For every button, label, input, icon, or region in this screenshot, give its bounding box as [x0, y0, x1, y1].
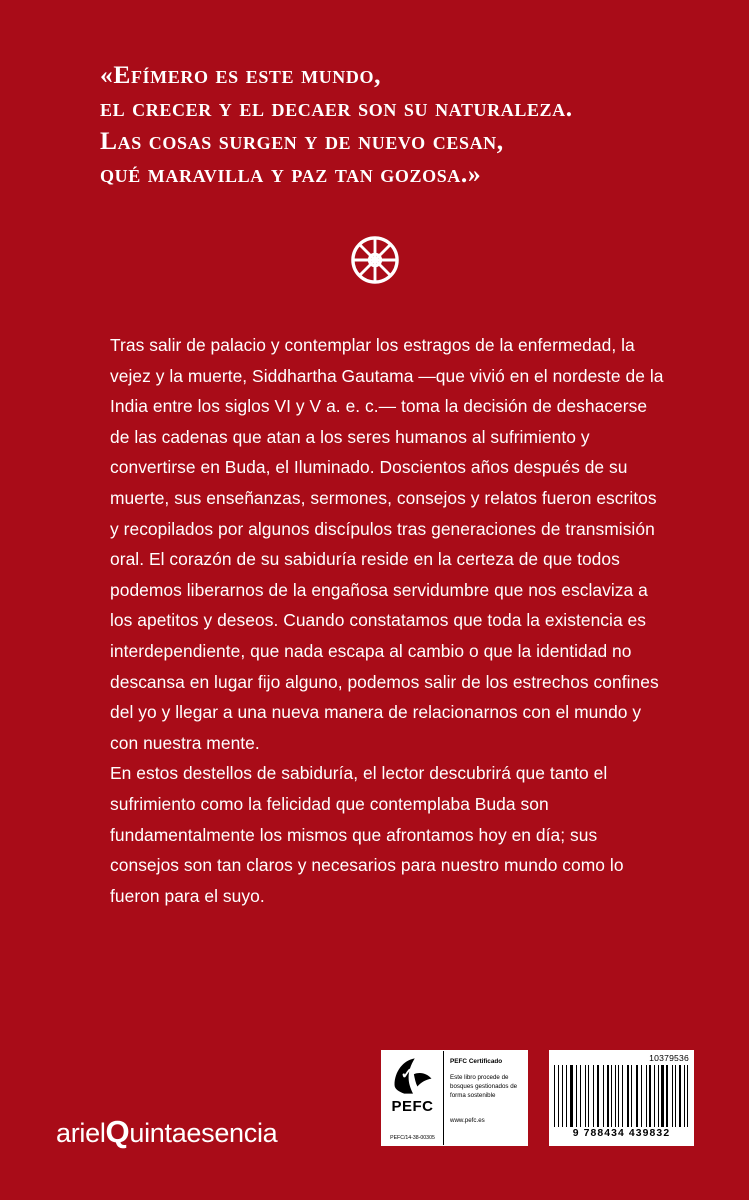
svg-text:✓: ✓	[400, 1065, 413, 1083]
publisher-name-q: Q	[105, 1114, 130, 1149]
pefc-code: PEFC/14-38-00305	[390, 1135, 435, 1141]
isbn-digits: 9 788434 439832	[572, 1128, 671, 1139]
barcode-block	[549, 1050, 694, 1146]
ornament-container	[0, 236, 749, 289]
pefc-certification-block	[381, 1050, 528, 1146]
publisher-name-quintaesencia: uintaesencia	[129, 1118, 278, 1148]
publisher-name-ariel: ariel	[56, 1118, 106, 1148]
quote-line: el crecer y el decaer son su naturaleza.	[100, 93, 573, 122]
pefc-tree-check-icon	[391, 1054, 435, 1098]
blurb-paragraph: En estos destellos de sabiduría, el lector descubrirá que tanto el sufrimiento como la felicidad que contemplaba Buda son fundamentalmente los mismos que afrontamos hoy en día; sus consejos son tan claros y necesarios para nuestro mundo como lo fueron para el suyo.	[110, 763, 624, 906]
pefc-logo	[382, 1051, 444, 1145]
pefc-title: PEFC Certificado	[450, 1058, 503, 1065]
blurb-paragraph: Tras salir de palacio y contemplar los estragos de la enfermedad, la vejez y la muerte, Siddhartha Gautama —que vivió en el nordeste de la India entre los siglos VI y V a. e. c.— toma la decisión de deshacerse de las cadenas que atan a los seres humanos al sufrimiento y convertirse en Buda, el Iluminado. Doscientos años después de su muerte, sus enseñanzas, sermones, consejos y relatos fueron escritos y recopilados por algunos discípulos tras generaciones de transmisión oral. El corazón de su sabiduría reside en la certeza de que todos podemos liberarnos de la engañosa servidumbre que nos esclaviza a los apetitos y deseos. Cuando constatamos que toda la existencia es interdependiente, que nada escapa al cambio o que la identidad no descansa en lugar fijo alguno, podemos salir de los estrechos confines del yo y llegar a una nueva manera de relacionarnos con el mundo y con nuestra mente.	[110, 335, 664, 753]
quote-line: Las cosas surgen y de nuevo cesan,	[100, 126, 504, 155]
dharma-wheel-icon	[351, 236, 399, 284]
barcode-bars	[554, 1065, 689, 1127]
back-cover-blurb	[110, 330, 670, 911]
pefc-text-block	[444, 1051, 527, 1145]
quote-line: qué maravilla y paz tan gozosa.»	[100, 159, 482, 188]
pefc-url: www.pefc.es	[450, 1117, 485, 1124]
internal-code: 10379536	[649, 1053, 689, 1063]
pull-quote	[100, 58, 680, 190]
quote-line: «Efímero es este mundo,	[100, 60, 382, 89]
pefc-description: Este libro procede de bosques gestionados de forma sostenible	[450, 1074, 518, 1099]
publisher-logo	[56, 1114, 278, 1149]
pefc-wordmark: PEFC	[391, 1098, 434, 1115]
